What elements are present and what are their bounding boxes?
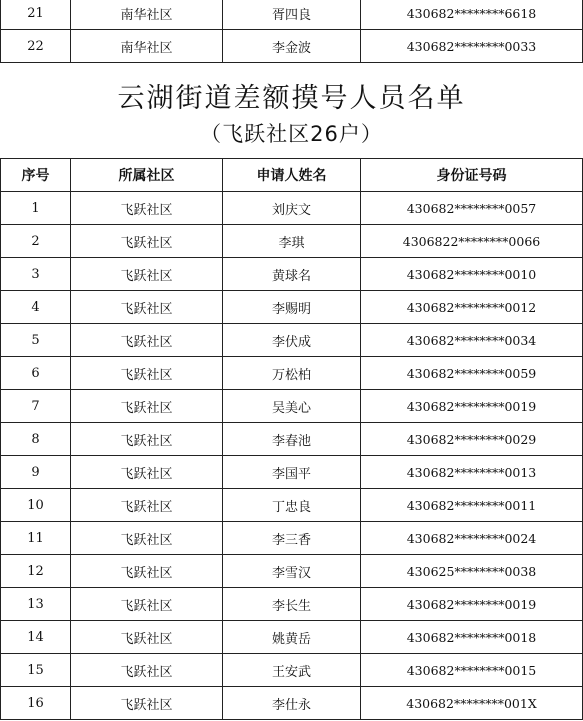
row-number: 3 — [1, 258, 71, 291]
row-name: 李仕永 — [223, 687, 361, 720]
table-row — [1, 258, 583, 291]
row-community: 飞跃社区 — [71, 324, 223, 357]
table-row — [1, 687, 583, 720]
row-community: 飞跃社区 — [71, 258, 223, 291]
row-number: 1 — [1, 192, 71, 225]
table-row — [1, 324, 583, 357]
previous-section-table — [0, 0, 583, 63]
table-row — [1, 522, 583, 555]
row-id-number: 430682********0011 — [361, 489, 583, 522]
row-community: 飞跃社区 — [71, 225, 223, 258]
table-row — [1, 456, 583, 489]
row-name: 黄球名 — [223, 258, 361, 291]
row-name: 王安武 — [223, 654, 361, 687]
row-number: 4 — [1, 291, 71, 324]
row-number: 7 — [1, 390, 71, 423]
row-name: 李国平 — [223, 456, 361, 489]
row-community: 飞跃社区 — [71, 687, 223, 720]
row-community: 飞跃社区 — [71, 654, 223, 687]
table-row — [1, 225, 583, 258]
row-id-number: 430682********0057 — [361, 192, 583, 225]
row-number: 13 — [1, 588, 71, 621]
header-name: 申请人姓名 — [223, 159, 361, 192]
table-row — [1, 192, 583, 225]
row-name: 李琪 — [223, 225, 361, 258]
row-number: 21 — [1, 0, 71, 30]
row-community: 飞跃社区 — [71, 522, 223, 555]
row-name: 姚黄岳 — [223, 621, 361, 654]
row-community: 飞跃社区 — [71, 489, 223, 522]
row-number: 14 — [1, 621, 71, 654]
row-id-number: 4306822********0066 — [361, 225, 583, 258]
row-number: 6 — [1, 357, 71, 390]
table-row — [1, 423, 583, 456]
row-id-number: 430682********0018 — [361, 621, 583, 654]
row-name: 吴美心 — [223, 390, 361, 423]
row-name: 丁忠良 — [223, 489, 361, 522]
row-id-number: 430682********0033 — [361, 30, 583, 63]
table-row — [1, 30, 583, 63]
page-title: 云湖街道差额摸号人员名单 — [117, 83, 466, 114]
row-name: 李长生 — [223, 588, 361, 621]
row-community: 南华社区 — [71, 0, 223, 30]
table-row — [1, 654, 583, 687]
row-name: 刘庆文 — [223, 192, 361, 225]
row-id-number: 430682********001X — [361, 687, 583, 720]
row-id-number: 430682********0059 — [361, 357, 583, 390]
row-number: 5 — [1, 324, 71, 357]
table-row — [1, 621, 583, 654]
row-id-number: 430625********0038 — [361, 555, 583, 588]
table-row — [1, 489, 583, 522]
row-community: 飞跃社区 — [71, 192, 223, 225]
row-number: 9 — [1, 456, 71, 489]
row-id-number: 430682********0029 — [361, 423, 583, 456]
row-name: 万松柏 — [223, 357, 361, 390]
row-number: 8 — [1, 423, 71, 456]
row-name: 李金波 — [223, 30, 361, 63]
row-number: 12 — [1, 555, 71, 588]
page-subtitle: （飞跃社区26户） — [200, 122, 383, 146]
table-row — [1, 588, 583, 621]
table-row — [1, 555, 583, 588]
row-community: 飞跃社区 — [71, 588, 223, 621]
row-id-number: 430682********0019 — [361, 390, 583, 423]
table-row — [1, 390, 583, 423]
table-row — [1, 357, 583, 390]
row-id-number: 430682********0013 — [361, 456, 583, 489]
row-id-number: 430682********0010 — [361, 258, 583, 291]
table-row — [1, 0, 583, 30]
row-number: 16 — [1, 687, 71, 720]
row-id-number: 430682********0019 — [361, 588, 583, 621]
row-name: 李春池 — [223, 423, 361, 456]
row-id-number: 430682********0012 — [361, 291, 583, 324]
row-number: 15 — [1, 654, 71, 687]
header-community: 所属社区 — [71, 159, 223, 192]
row-id-number: 430682********0034 — [361, 324, 583, 357]
previous-section-rows — [1, 0, 583, 63]
row-community: 飞跃社区 — [71, 456, 223, 489]
row-name: 李三香 — [223, 522, 361, 555]
row-id-number: 430682********6618 — [361, 0, 583, 30]
row-number: 11 — [1, 522, 71, 555]
row-community: 飞跃社区 — [71, 291, 223, 324]
row-community: 飞跃社区 — [71, 555, 223, 588]
row-id-number: 430682********0015 — [361, 654, 583, 687]
row-community: 飞跃社区 — [71, 390, 223, 423]
table-header-row — [1, 159, 583, 192]
row-community: 飞跃社区 — [71, 357, 223, 390]
row-id-number: 430682********0024 — [361, 522, 583, 555]
row-name: 胥四良 — [223, 0, 361, 30]
applicant-rows — [1, 192, 583, 720]
row-name: 李伏成 — [223, 324, 361, 357]
applicant-table — [0, 158, 583, 720]
row-number: 2 — [1, 225, 71, 258]
header-id-number: 身份证号码 — [361, 159, 583, 192]
table-row — [1, 291, 583, 324]
row-community: 南华社区 — [71, 30, 223, 63]
row-number: 10 — [1, 489, 71, 522]
row-community: 飞跃社区 — [71, 423, 223, 456]
row-community: 飞跃社区 — [71, 621, 223, 654]
row-name: 李赐明 — [223, 291, 361, 324]
header-number: 序号 — [1, 159, 71, 192]
row-number: 22 — [1, 30, 71, 63]
row-name: 李雪汉 — [223, 555, 361, 588]
